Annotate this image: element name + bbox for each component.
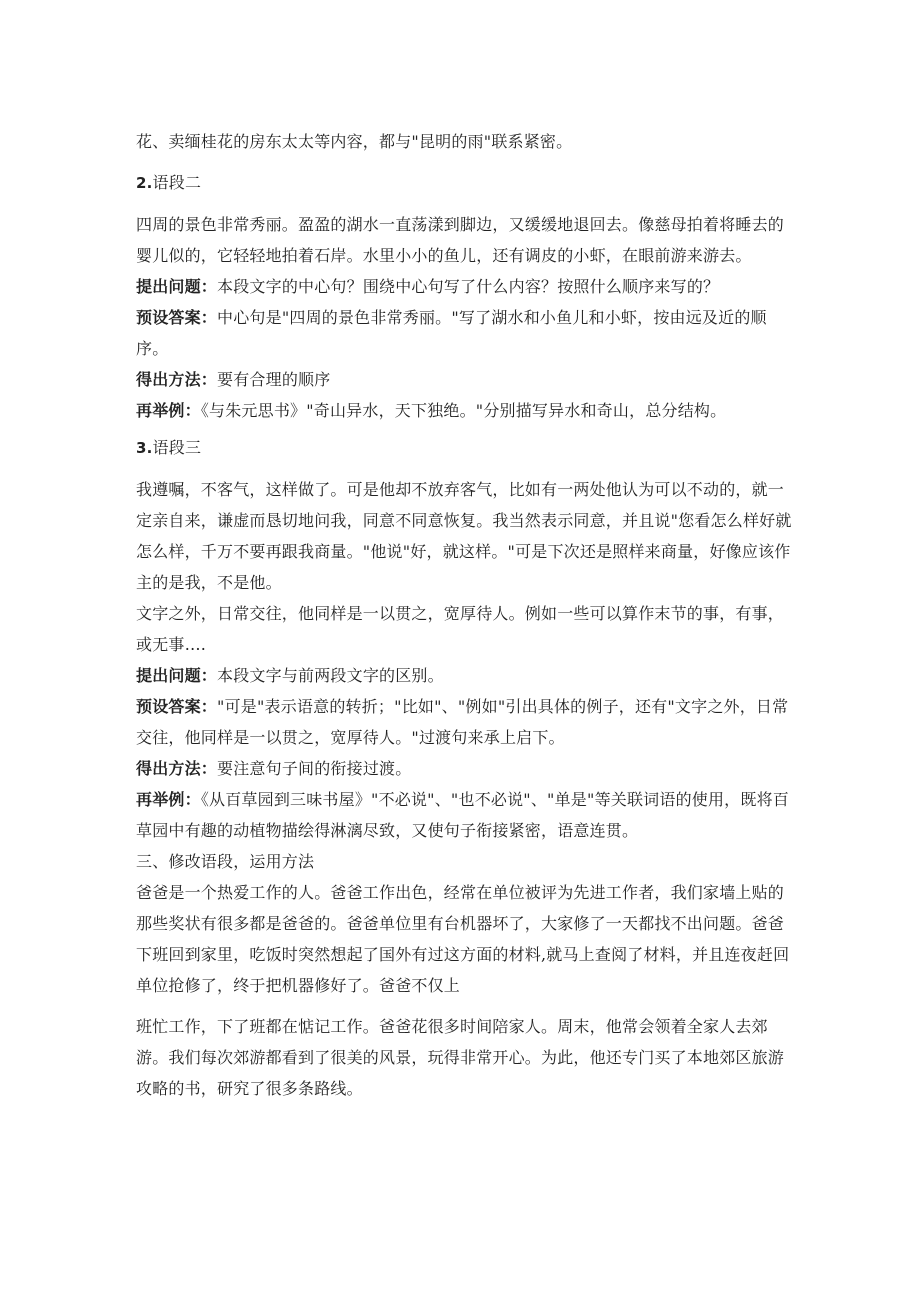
question-label: 提出问题：	[136, 277, 218, 296]
answer-3	[136, 691, 796, 753]
method-2	[136, 364, 796, 395]
part-title: 三、修改语段，运用方法	[136, 852, 315, 871]
section-heading-3	[136, 432, 796, 464]
passage-2	[136, 209, 796, 271]
section-heading-part3	[136, 846, 796, 877]
paragraph-text: 爸爸是一个热爱工作的人。爸爸工作出色，经常在单位被评为先进工作者，我们家墙上贴的那些奖状有很多都是爸爸的。爸爸单位里有台机器坏了，大家修了一天都找不出问题。爸爸下班回到家里，吃饭时突然想起了国外有过这方面的材料,就马上查阅了材料，并且连夜赶回单位抢修了，终于把机器修好了。爸爸不仅上	[136, 883, 790, 995]
example-label: 再举例：	[136, 790, 201, 809]
example-2	[136, 395, 796, 426]
passage-3-continued	[136, 598, 796, 660]
answer-label: 预设答案：	[136, 697, 218, 716]
section-number: 2.	[136, 174, 153, 192]
method-text: 要有合理的顺序	[217, 370, 331, 389]
answer-label: 预设答案：	[136, 308, 218, 327]
method-label: 得出方法：	[136, 370, 218, 389]
example-text: 《从百草园到三味书屋》"不必说"、"也不必说"、"单是"等关联词语的使用，既将百草园中有趣的动植物描绘得淋漓尽致，又使句子衔接紧密，语意连贯。	[136, 790, 789, 840]
question-label: 提出问题：	[136, 666, 218, 685]
answer-2	[136, 302, 796, 364]
example-3	[136, 784, 796, 846]
method-3	[136, 753, 796, 784]
paragraph-text: 四周的景色非常秀丽。盈盈的湖水一直荡漾到脚边，又缓缓地退回去。像慈母拍着将睡去的婴儿似的，它轻轻地拍着石岸。水里小小的鱼儿，还有调皮的小虾，在眼前游来游去。	[136, 215, 785, 265]
question-text: 本段文字的中心句？围绕中心句写了什么内容？按照什么顺序来写的？	[217, 277, 720, 296]
question-text: 本段文字与前两段文字的区别。	[217, 666, 444, 685]
method-text: 要注意句子间的衔接过渡。	[217, 759, 412, 778]
paragraph-text: 花、卖缅桂花的房东太太等内容，都与"昆明的雨"联系紧密。	[136, 132, 573, 151]
practice-passage-continued	[136, 1011, 796, 1104]
answer-text: "可是"表示语意的转折；"比如"、"例如"引出具体的例子，还有"文字之外，日常交往，他同样是一以贯之，宽厚待人。"过渡句来承上启下。	[136, 697, 789, 747]
example-text: 《与朱元思书》"奇山异水，天下独绝。"分别描写异水和奇山，总分结构。	[200, 401, 727, 420]
question-2	[136, 271, 796, 302]
paragraph-intro-tail	[136, 126, 796, 157]
section-title: 语段三	[152, 438, 202, 457]
answer-text: 中心句是"四周的景色非常秀丽。"写了湖水和小鱼儿和小虾，按由远及近的顺序。	[136, 308, 767, 358]
method-label: 得出方法：	[136, 759, 218, 778]
section-number: 3.	[136, 439, 153, 457]
paragraph-text: 我遵嘱，不客气，这样做了。可是他却不放弃客气，比如有一两处他认为可以不动的，就一定亲自来，谦虚而恳切地问我，同意不同意恢复。我当然表示同意，并且说"您看怎么样好就怎么样，千万不要再跟我商量。"他说"好，就这样。"可是下次还是照样来商量，好像应该作主的是我，不是他。	[136, 480, 792, 592]
paragraph-text: 班忙工作，下了班都在惦记工作。爸爸花很多时间陪家人。周末，他常会领着全家人去郊游。我们每次郊游都看到了很美的风景，玩得非常开心。为此，他还专门买了本地郊区旅游攻略的书，研究了很多条路线。	[136, 1017, 785, 1098]
section-heading-2	[136, 167, 796, 199]
paragraph-text: 文字之外，日常交往，他同样是一以贯之，宽厚待人。例如一些可以算作末节的事，有事，或无事….	[136, 604, 785, 654]
section-title: 语段二	[152, 173, 202, 192]
question-3	[136, 660, 796, 691]
practice-passage	[136, 877, 796, 1001]
document-page	[136, 126, 796, 1104]
example-label: 再举例：	[136, 401, 201, 420]
passage-3	[136, 474, 796, 598]
